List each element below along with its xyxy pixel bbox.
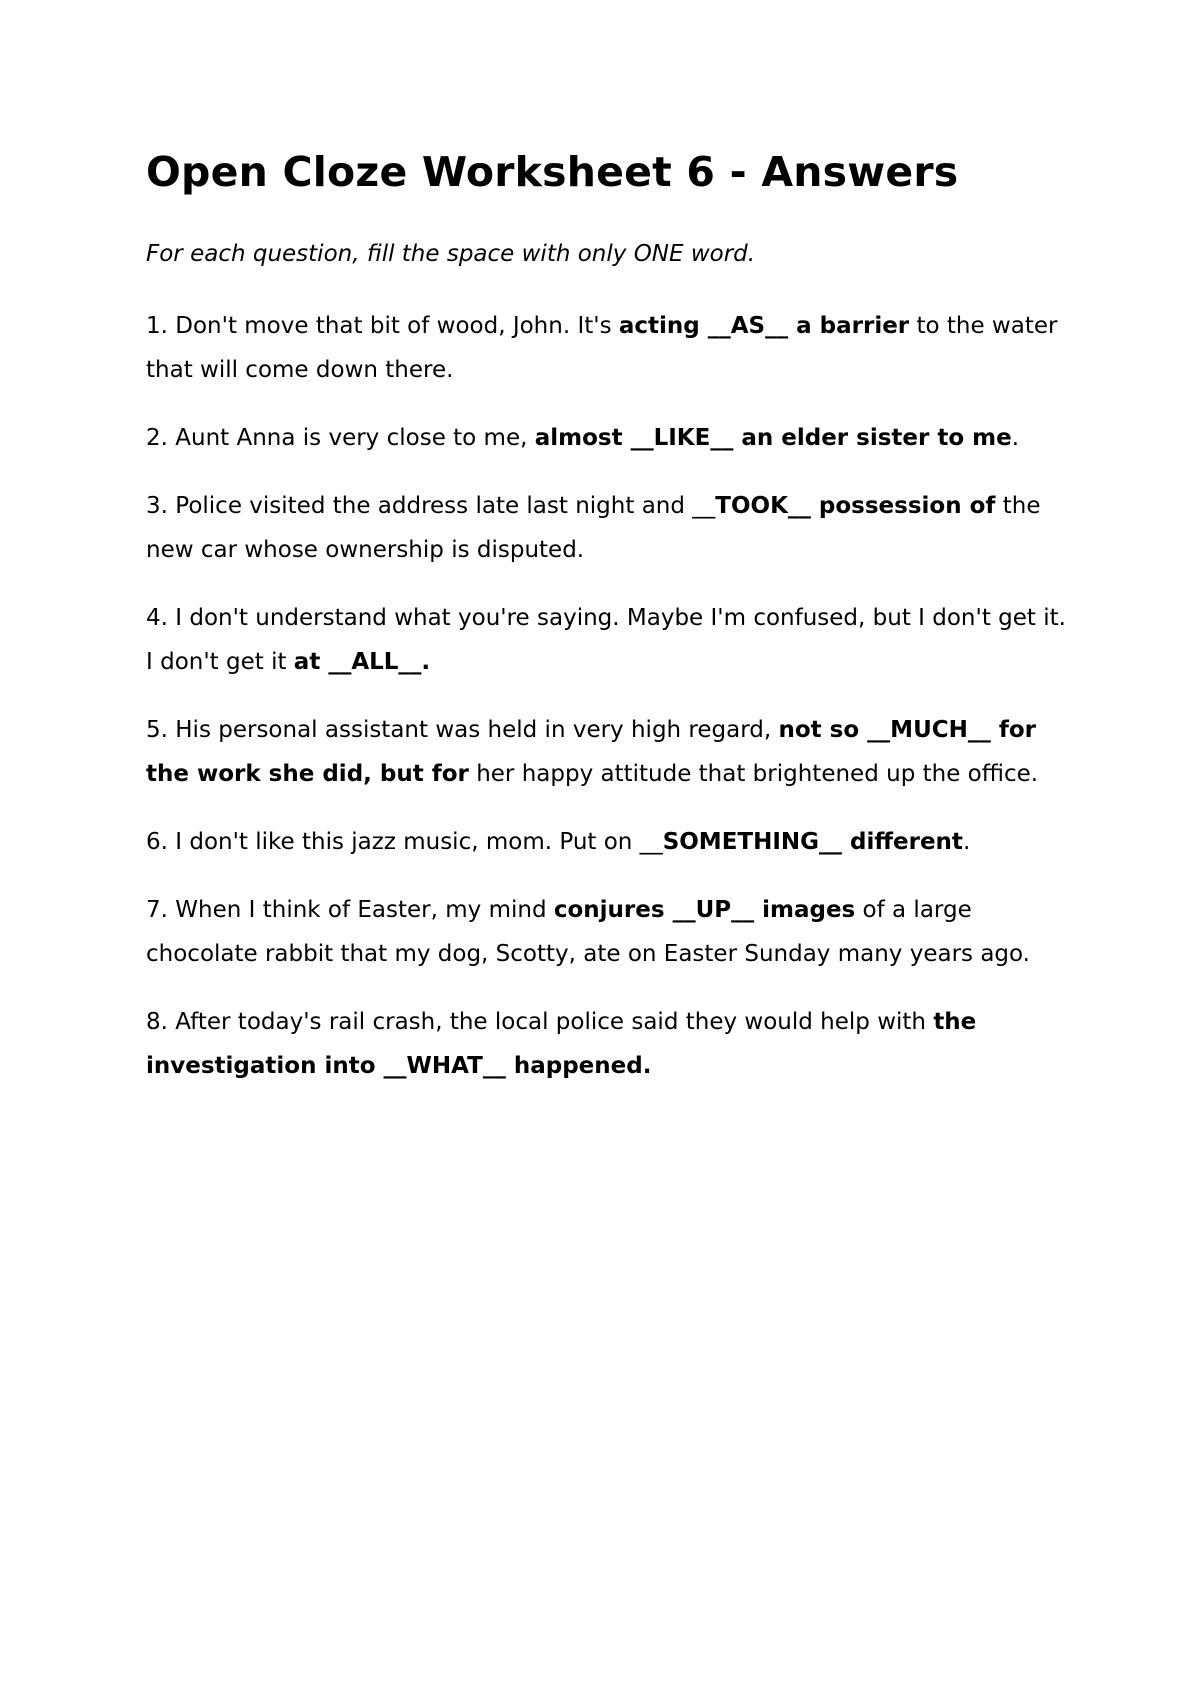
question-number: 8. [146,1009,168,1035]
question-2 [146,416,1076,460]
question-text: Aunt Anna is very close to me, [175,425,535,451]
question-number: 2. [146,425,168,451]
answer-phrase: the investigation into __WHAT__ happened. [146,1009,977,1079]
question-text: When I think of Easter, my mind [175,897,554,923]
question-text: After today's rail crash, the local police said they would help with [175,1009,934,1035]
question-number: 4. [146,605,168,631]
answer-phrase: TOOK__ possession of [715,493,996,519]
question-text: . [1011,425,1020,451]
question-3 [146,484,1076,572]
question-7 [146,888,1076,976]
question-text: to the water that will come down there. [146,313,1058,383]
page-title: Open Cloze Worksheet 6 - Answers [146,148,959,196]
question-text: His personal assistant was held in very high regard, [175,717,779,743]
question-text: . [962,829,971,855]
question-number: 7. [146,897,168,923]
question-number: 1. [146,313,168,339]
question-number: 6. [146,829,168,855]
instruction-text: For each question, fill the space with only ONE word. [146,241,756,267]
question-text: Police visited the address late last night and __ [175,493,716,519]
question-number: 3. [146,493,168,519]
question-6 [146,820,1076,864]
question-5 [146,708,1076,796]
answer-phrase: SOMETHING__ different [662,829,963,855]
answer-phrase: conjures __UP__ images [553,897,856,923]
question-text: the new car whose ownership is disputed. [146,493,1041,563]
question-list [146,304,1076,1088]
worksheet-content [146,142,1076,1088]
question-number: 5. [146,717,168,743]
question-4 [146,596,1076,684]
question-text: I don't understand what you're saying. Maybe I'm confused, but I don't get it. I don't get it [146,605,1066,675]
question-1 [146,304,1076,392]
question-text: her happy attitude that brightened up the office. [468,761,1039,787]
question-text: Don't move that bit of wood, John. It's [175,313,619,339]
question-text: of a large chocolate rabbit that my dog, Scotty, ate on Easter Sunday many years ago. [146,897,1030,967]
question-text: I don't like this jazz music, mom. Put on __ [175,829,663,855]
answer-phrase: acting __AS__ a barrier [618,313,910,339]
answer-phrase: almost __LIKE__ an elder sister to me [534,425,1012,451]
question-8 [146,1000,1076,1088]
answer-phrase: not so __MUCH__ for the work she did, but for [146,717,1037,787]
answer-phrase: at __ALL__. [293,649,431,675]
